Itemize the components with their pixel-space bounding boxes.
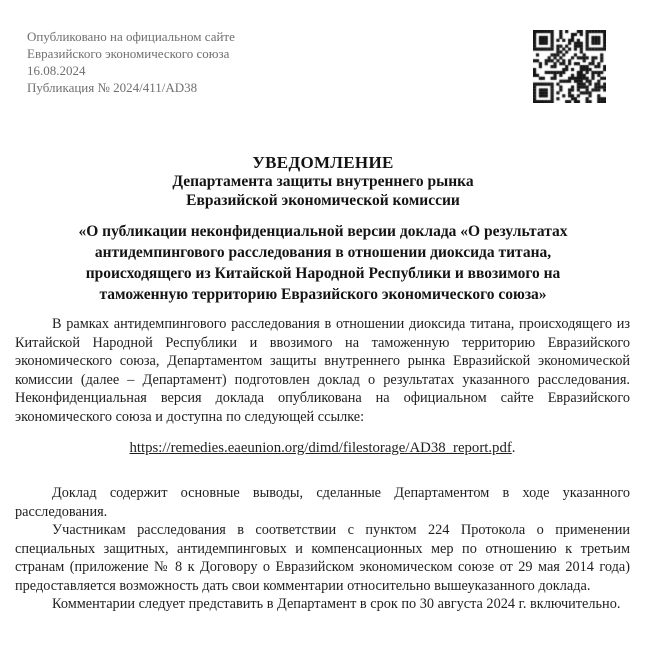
publication-number: Публикация № 2024/411/AD38: [27, 80, 198, 95]
report-link-period: .: [511, 440, 516, 456]
paragraph-report-contents: Доклад содержит основные выводы, сделанные Департаментом в ходе указанного расследования.: [15, 485, 630, 520]
document-header: [0, 0, 646, 103]
document-title: УВЕДОМЛЕНИЕ: [252, 153, 394, 172]
document-body: [15, 315, 630, 614]
subject-line: происходящего из Китайской Народной Республики и ввозимого на: [85, 265, 561, 282]
subject-line: антидемпингового расследования в отношении диоксида титана,: [94, 244, 552, 261]
report-link[interactable]: https://remedies.eaeunion.org/dimd/filestorage/AD38_report.pdf: [129, 440, 512, 456]
report-link-line: [15, 439, 630, 458]
publication-note-line: Евразийского экономического союза: [27, 46, 230, 61]
document-subtitle-line: Департамента защиты внутреннего рынка: [172, 173, 474, 190]
subject-line: «О публикации неконфиденциальной версии доклада «О результатах: [78, 223, 568, 240]
paragraph-participants: Участникам расследования в соответствии с пунктом 224 Протокола о применении специальных защитных, антидемпинговых и компенсационных мер по отношению к третьим странам (приложение № 8 к Договору о Евразийском экономическом союзе от 29 мая 2014 года) предоставляется возможность дать свои комментарии относительно вышеуказанного доклада.: [15, 522, 630, 594]
publication-date: 16.08.2024: [27, 63, 86, 78]
paragraph-intro: В рамках антидемпингового расследования в отношении диоксида титана, происходящего из Китайской Народной Республики и ввозимого на таможенную территорию Евразийского экономического союза, Департаментом защиты внутреннего рынка Евразийской экономической комиссии (далее – Департамент) подготовлен доклад о результатах указанного расследования. Неконфиденциальная версия доклада опубликована на официальном сайте Евразийского экономического союза и доступна по следующей ссылке:: [15, 316, 630, 425]
title-block: [0, 153, 646, 210]
subject-line: таможенную территорию Евразийского экономического союза»: [99, 286, 547, 303]
document-subtitle-line: Евразийской экономической комиссии: [186, 191, 460, 209]
paragraph-deadline: Комментарии следует представить в Департамент в срок по 30 августа 2024 г. включительно.: [52, 596, 621, 612]
qr-code-canvas: [533, 30, 606, 103]
publication-note-line: Опубликовано на официальном сайте: [27, 29, 235, 44]
publication-note: [27, 28, 235, 96]
document-subject: [23, 221, 623, 305]
qr-code: [533, 30, 606, 103]
